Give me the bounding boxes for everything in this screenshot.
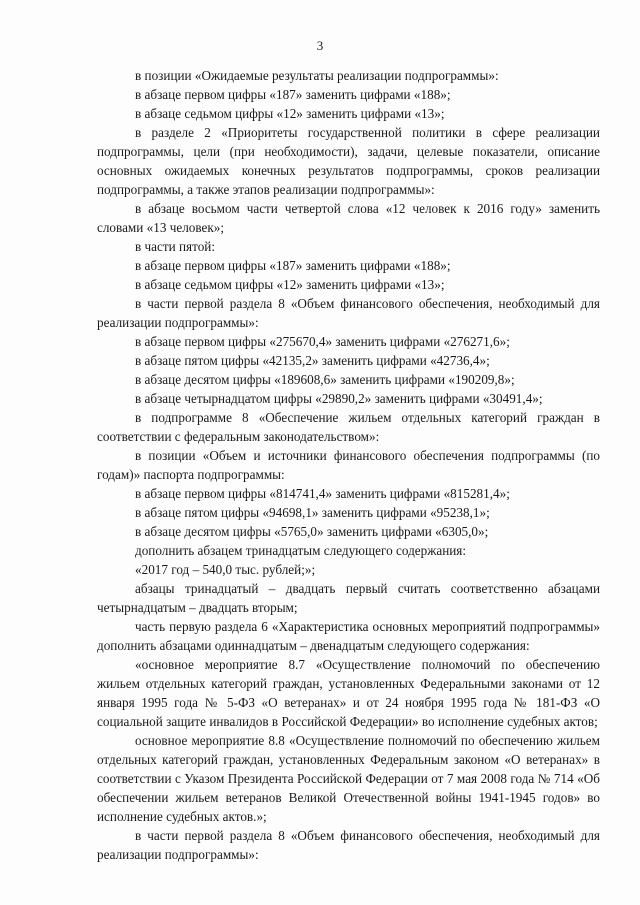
paragraph: в позиции «Ожидаемые результаты реализации подпрограммы»: — [135, 68, 499, 83]
paragraph: в части пятой: — [135, 239, 216, 254]
paragraph: «2017 год – 540,0 тыс. рублей;»; — [135, 562, 316, 577]
paragraph: основное мероприятие 8.8 «Осуществление полномочий по обеспечению жильем отдельных категорий граждан, установленных Федеральным законом «О ветеранах» в соответствии с Указом Президента Российской Федерации от 7 мая 2008 года № 714 «Об обеспечении жильем ветеранов Великой Отечественной войны 1941-1945 годов» во исполнение судебных актов.»; — [97, 733, 600, 824]
paragraph: абзацы тринадцатый – двадцать первый считать соответственно абзацами четырнадцатым – двадцать вторым; — [97, 581, 600, 615]
paragraph: в абзаце седьмом цифры «12» заменить цифрами «13»; — [135, 106, 445, 121]
document-body — [97, 66, 600, 864]
paragraph: дополнить абзацем тринадцатым следующего содержания: — [135, 543, 467, 558]
paragraph: в части первой раздела 8 «Объем финансового обеспечения, необходимый для реализации подпрограммы»: — [97, 828, 600, 862]
paragraph: в позиции «Объем и источники финансового обеспечения подпрограммы (по годам)» паспорта подпрограммы: — [97, 448, 600, 482]
paragraph: в абзаце десятом цифры «189608,6» заменить цифрами «190209,8»; — [135, 372, 515, 387]
paragraph: в части первой раздела 8 «Объем финансового обеспечения, необходимый для реализации подпрограммы»: — [97, 296, 600, 330]
paragraph: «основное мероприятие 8.7 «Осуществление полномочий по обеспечению жильем отдельных категорий граждан, установленных Федеральными законами от 12 января 1995 года № 5-ФЗ «О ветеранах» и от 24 ноября 1995 года № 181-ФЗ «О социальной защите инвалидов в Российской Федерации» во исполнение судебных актов; — [97, 657, 600, 729]
paragraph: часть первую раздела 6 «Характеристика основных мероприятий подпрограммы» дополнить абзацами одиннадцатым – двенадцатым следующего содержания: — [97, 619, 600, 653]
paragraph: в абзаце седьмом цифры «12» заменить цифрами «13»; — [135, 277, 445, 292]
paragraph: в разделе 2 «Приоритеты государственной политики в сфере реализации подпрограммы, цели (при необходимости), задачи, целевые показатели, описание основных ожидаемых конечных результатов подпрограммы, сроков реализации подпрограммы, а также этапов реализации подпрограммы»: — [97, 125, 600, 197]
paragraph: в абзаце пятом цифры «94698,1» заменить цифрами «95238,1»; — [135, 505, 490, 520]
paragraph: в абзаце первом цифры «187» заменить цифрами «188»; — [135, 87, 451, 102]
paragraph: в абзаце восьмом части четвертой слова «12 человек к 2016 году» заменить словами «13 человек»; — [97, 201, 600, 235]
paragraph: в абзаце десятом цифры «5765,0» заменить цифрами «6305,0»; — [135, 524, 489, 539]
paragraph: в абзаце пятом цифры «42135,2» заменить цифрами «42736,4»; — [135, 353, 490, 368]
paragraph: в абзаце первом цифры «814741,4» заменить цифрами «815281,4»; — [135, 486, 510, 501]
paragraph: в подпрограмме 8 «Обеспечение жильем отдельных категорий граждан в соответствии с федеральным законодательством»: — [97, 410, 600, 444]
paragraph: в абзаце первом цифры «187» заменить цифрами «188»; — [135, 258, 451, 273]
paragraph: в абзаце первом цифры «275670,4» заменить цифрами «276271,6»; — [135, 334, 510, 349]
paragraph: в абзаце четырнадцатом цифры «29890,2» заменить цифрами «30491,4»; — [135, 391, 543, 406]
page-number: 3 — [316, 38, 324, 53]
